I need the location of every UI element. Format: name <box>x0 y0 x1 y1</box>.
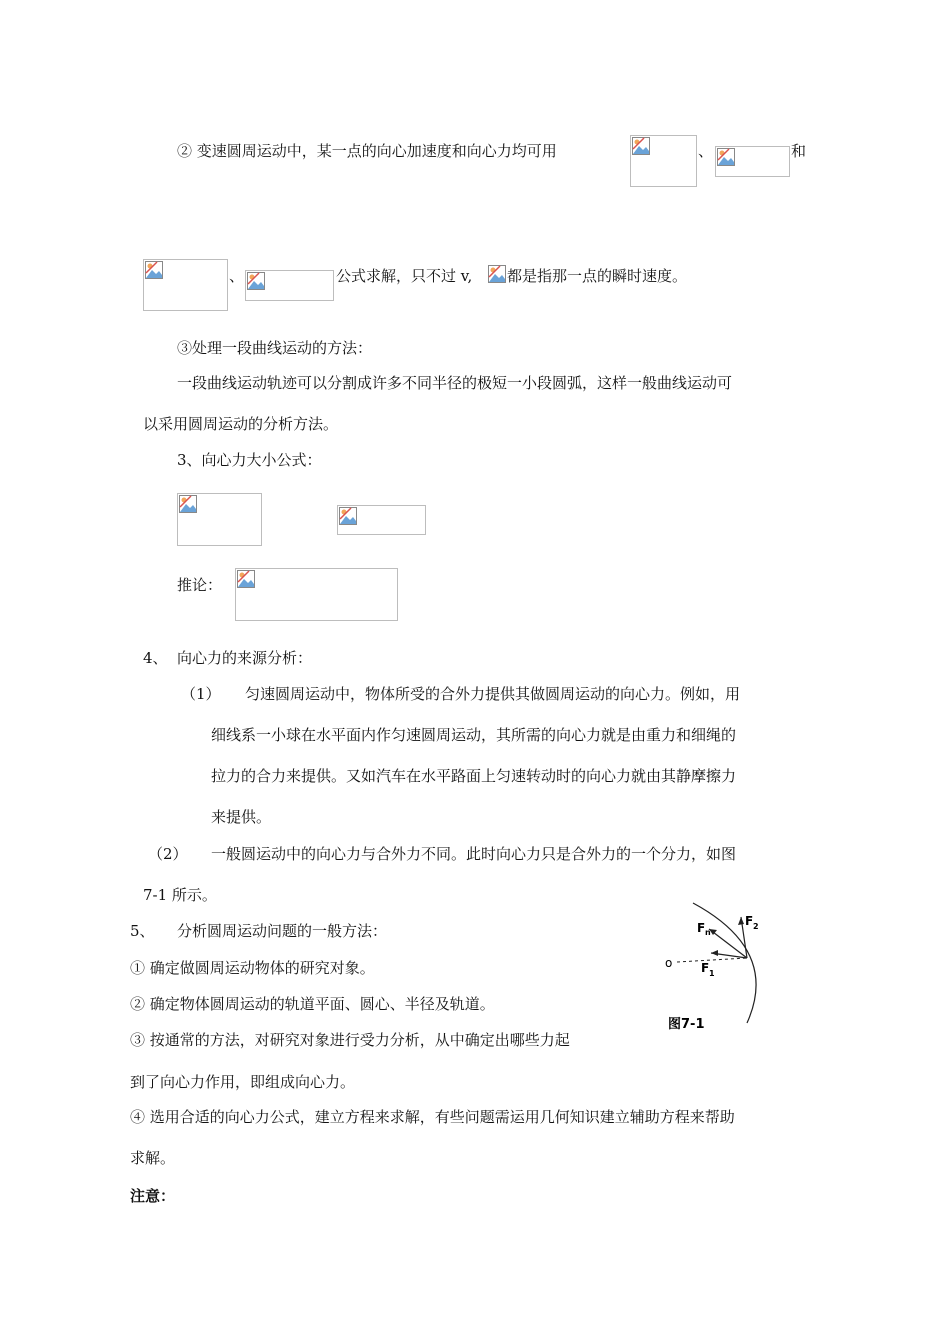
section5-title: 分析圆周运动问题的一般方法： <box>177 922 388 940</box>
separator-comma-2: 、 <box>229 267 245 285</box>
broken-image-icon <box>488 265 506 283</box>
section5-step2: ② 确定物体圆周运动的轨道平面、圆心、半径及轨道。 <box>130 995 495 1013</box>
broken-image-icon <box>339 507 357 525</box>
formula-image-4 <box>245 270 334 301</box>
item3-body-line2: 以采用圆周运动的分析方法。 <box>143 415 339 433</box>
section4-p2-line1: 一般圆运动中的向心力与合外力不同。此时向心力只是合外力的一个分力，如图 <box>211 845 737 863</box>
section4-p1-number: （1） <box>181 685 221 703</box>
label-f1-sub: 1 <box>709 969 715 978</box>
section4-p2-line2: 7-1 所示。 <box>143 886 217 904</box>
label-center-o: o <box>665 956 673 970</box>
formula-image-3 <box>143 259 228 311</box>
formula-image-2 <box>715 146 790 177</box>
section3-title: 3、向心力大小公式： <box>177 451 322 469</box>
inference-label: 推论： <box>177 576 223 594</box>
formula-image-7 <box>235 568 398 621</box>
separator-comma: 、 <box>698 142 714 160</box>
section5-step3-line1: ③ 按通常的方法，对研究对象进行受力分析，从中确定出哪些力起 <box>130 1031 570 1049</box>
item3-body-line1: 一段曲线运动轨迹可以分割成许多不同半径的极短一小段圆弧，这样一般曲线运动可 <box>177 374 733 392</box>
section5-step4-line1: ④ 选用合适的向心力公式，建立方程来求解，有些问题需运用几何知识建立辅助方程来帮助 <box>130 1108 735 1126</box>
and-word: 和 <box>791 142 807 160</box>
broken-image-icon <box>145 261 163 279</box>
label-f1: F <box>701 961 710 975</box>
force-f2-arrowhead <box>738 917 744 925</box>
item2-line2: 公式求解，只不过 v, <box>336 267 473 285</box>
item2-line2-end: 都是指那一点的瞬时速度。 <box>507 267 688 285</box>
label-f2-sub: 2 <box>753 922 759 931</box>
force-f1-arrowhead <box>711 950 718 956</box>
section5-step3-line2: 到了向心力作用，即组成向心力。 <box>130 1073 356 1091</box>
section4-p1-line4: 来提供。 <box>211 808 272 826</box>
section4-p1-line2: 细线系一小球在水平面内作匀速圆周运动，其所需的向心力就是由重力和细绳的 <box>211 726 737 744</box>
item3-title: ③处理一段曲线运动的方法： <box>177 339 373 357</box>
broken-image-icon <box>717 148 735 166</box>
section5-number: 5、 <box>130 922 155 940</box>
label-fn: F <box>697 921 706 935</box>
formula-image-6 <box>337 505 426 535</box>
figure-7-1 <box>655 895 785 1040</box>
label-fn-sub: n <box>705 928 711 937</box>
item2-line1: ② 变速圆周运动中，某一点的向心加速度和向心力均可用 <box>177 142 557 160</box>
section4-title: 向心力的来源分析： <box>177 649 313 667</box>
broken-image-icon <box>632 137 650 155</box>
broken-image-icon <box>179 495 197 513</box>
section4-p2-number: （2） <box>148 845 188 863</box>
radius-dashed-line <box>677 958 747 962</box>
section5-step1: ① 确定做圆周运动物体的研究对象。 <box>130 959 375 977</box>
figure-caption: 图7-1 <box>668 1017 705 1032</box>
section4-p1-line1: 匀速圆周运动中，物体所受的合外力提供其做圆周运动的向心力。例如，用 <box>245 685 741 703</box>
section4-number: 4、 <box>143 649 168 667</box>
broken-image-icon <box>237 570 255 588</box>
section5-step4-line2: 求解。 <box>130 1149 176 1167</box>
section4-p1-line3: 拉力的合力来提供。又如汽车在水平路面上匀速转动时的向心力就由其静摩擦力 <box>211 767 737 785</box>
formula-image-1 <box>630 135 697 187</box>
broken-image-icon <box>247 272 265 290</box>
note-label: 注意： <box>130 1187 176 1205</box>
formula-image-5 <box>177 493 262 546</box>
label-f2: F <box>745 914 754 928</box>
